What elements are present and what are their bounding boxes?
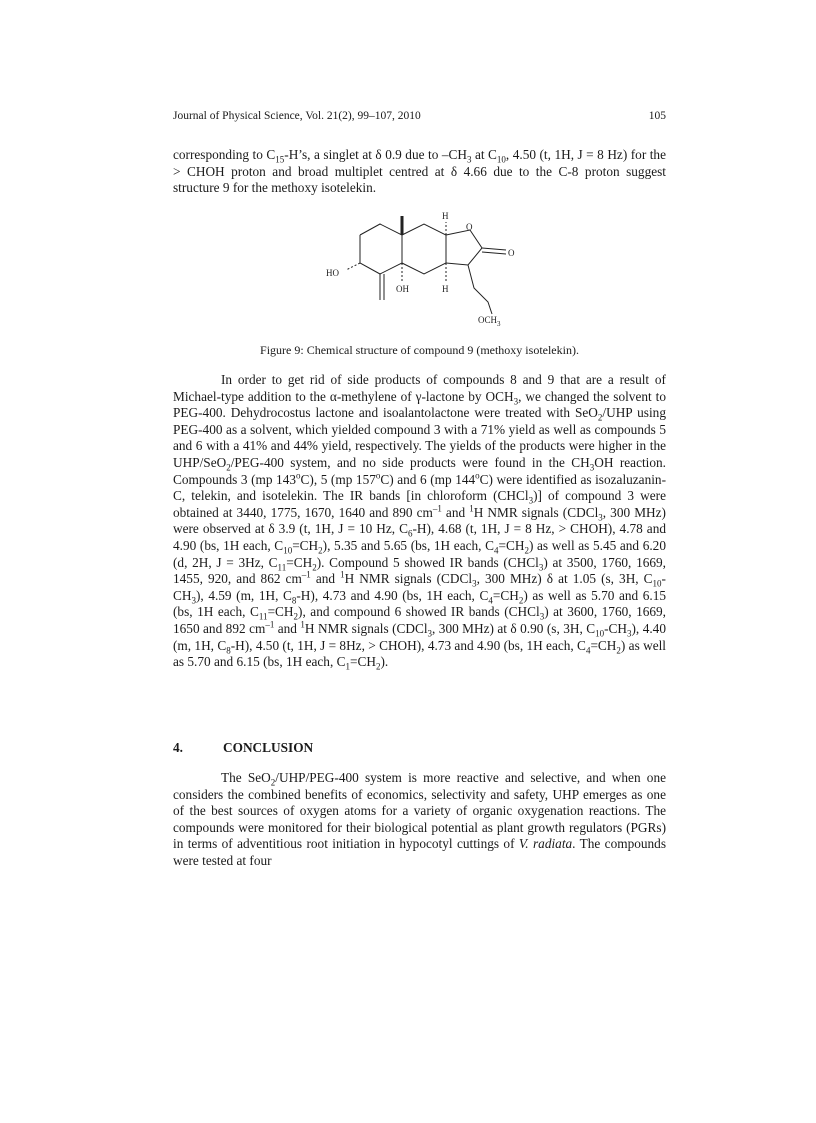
label-h-top: H — [442, 211, 449, 221]
label-ho: HO — [326, 268, 339, 278]
label-o-carbonyl: O — [508, 248, 515, 258]
section-title: CONCLUSION — [223, 740, 314, 755]
section-heading — [173, 740, 313, 756]
figure-caption: Figure 9: Chemical structure of compound 9 (methoxy isotelekin). — [260, 343, 579, 357]
section-number: 4. — [173, 740, 183, 755]
label-o-ring: O — [466, 222, 473, 232]
label-h-bottom: H — [442, 284, 449, 294]
results-paragraph: In order to get rid of side products of compounds 8 and 9 that are a result of Michael-type addition to the α-methylene of γ-lactone by $OCH_3$, we changed the solvent to PEG-400. Dehydrocostus lactone and isoalantolactone were treated with SeO$_2$/UHP using PEG-400 as a solvent, which yielded compound 3 with a 71% yield as well as compounds 5 and 6 with a 41% and 44% yield, respectively. The yields of the products were higher in the UHP/SeO$_2$/PEG-400 system, and no side products were found in the $CH_3OH$ reaction. Compounds 3 (mp 143$^o$C), 5 (mp 157$^o$C) and 6 (mp 144$^o$C) were identified as isozaluzanin-C, telekin, and isotelekin. The IR bands [in chloroform (CHCl$_3$)] of compound 3 were obtained at 3440, 1775, 1670, 1640 and 890 $cm^{-1}$ and $^1$H NMR signals (CDCl$_3$, 300 MHz) were observed at δ 3.9 (t, 1H, J = 10 Hz, $C_6-H$), 4.68 (t, 1H, J = 8 Hz, > CHOH), 4.78 and 4.90 (bs, 1H each, $C_{10}=CH_2$), 5.35 and 5.65 (bs, 1H each, $C_4=CH_2$) as well as 5.45 and 6.20 (d, 2H, J = 3Hz, $C_{11}=CH_2$). Compound 5 showed IR bands (CHCl$_3$) at 3500, 1760, 1669, 1455, 920, and 862 $cm^{-1}$ and $^1$H NMR signals (CDCl$_3$, 300 MHz) δ at 1.05 (s, 3H, $C_{10}-CH_3$), 4.59 (m, 1H, $C_8-H$), 4.73 and 4.90 (bs, 1H each, $C_4=CH_2$) as well as 5.70 and 6.15 (bs, 1H each, $C_{11}=CH_2$), and compound 6 showed IR bands (CHCl$_3$) at 3600, 1760, 1669, 1650 and 892 $cm^{-1}$ and $^1$H NMR signals (CDCl$_3$, 300 MHz) at δ 0.90 (s, 3H, $C_{10}-CH_3$), 4.40 (m, 1H, $C_8-H$), 4.50 (t, 1H, J = 8Hz, > CHOH), 4.73 and 4.90 (bs, 1H each, $C_4=CH_2$) as well as 5.70 and 6.15 (bs, 1H each, $C_1=CH_2$). — [173, 372, 667, 672]
chemical-structure-figure — [318, 210, 538, 330]
page-number: 105 — [648, 110, 666, 122]
intro-paragraph: corresponding to $C_{15}-H’s$, a singlet at δ 0.9 due to $-CH_3$ at $C_{10}$, 4.50 (t, 1H, J = 8 Hz) for the > CHOH proton and broad multiplet centred at δ 4.66 due to the C-8 proton suggest structure 9 for the methoxy isotelekin. — [173, 147, 666, 196]
label-oh: OH — [396, 284, 409, 294]
running-header — [173, 110, 666, 122]
conclusion-paragraph: The SeO$_2$/UHP/PEG-400 system is more reactive and selective, and when one considers the combined benefits of economics, selectivity and safety, UHP emerges as one of the best sources of oxygen atoms for a variety of organic oxygenation reactions. The compounds were monitored for their biological potential as plant growth regulators (PGRs) in terms of adventitious root initiation in hypocotyl cuttings of V. radiata. The compounds were tested at four — [173, 770, 666, 868]
label-och3: $OCH_3$ — [478, 315, 501, 328]
journal-citation: Journal of Physical Science, Vol. 21(2), 99–107, 2010 — [173, 110, 421, 122]
